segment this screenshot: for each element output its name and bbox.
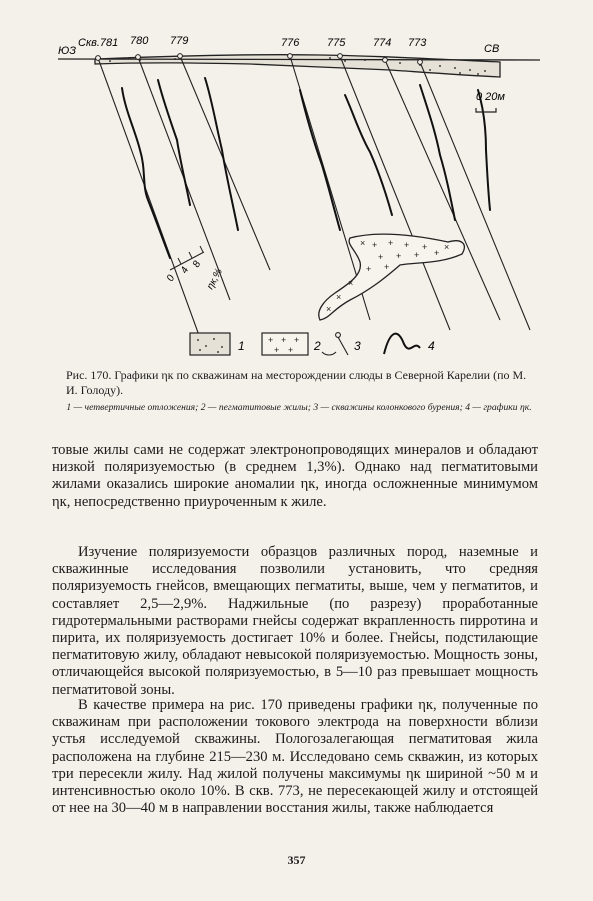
svg-text:+: + [378,252,384,262]
figure-170 [0,0,593,365]
graph-axis [165,246,225,291]
svg-text:4: 4 [428,339,435,353]
graph-781 [122,88,170,258]
borehole-773 [420,62,530,330]
svg-text:+: + [372,240,378,250]
well-label: 773 [408,37,427,49]
svg-text:×: × [336,292,342,302]
svg-text:+: + [268,335,274,345]
axis-tick-label: 8 [190,259,204,270]
graph-780 [158,80,190,205]
caption-legend: 1 — четвертичные отложения; 2 — пегматитовые жилы; 3 — скважины колонкового бурения; 4 — графики ηк. [66,402,532,413]
svg-text:+: + [422,242,428,252]
svg-text:+: + [281,335,287,345]
scale-bar [476,91,505,112]
page-number: 357 [287,853,306,867]
paragraph-1: товые жилы сами не содержат электронопроводящих минералов и обладают низкой поляризуемостью (в среднем 1,3%). Однако над пегматитовыми жилами оказались широкие аномалии ηк, иногда осложненные минимумом ηк, непосредственно приуроченным к жиле. [52,442,538,510]
svg-text:+: + [274,345,280,355]
direction-label-ne: СВ [484,43,500,55]
figure-caption [60,368,538,398]
svg-text:0 20м: 0 20м [476,91,505,103]
borehole-781 [98,58,200,338]
well-label: 780 [130,35,149,47]
well-label: Скв.781 [78,37,119,49]
svg-text:+: + [404,240,410,250]
svg-text:×: × [326,304,332,314]
axis-unit-label: ηк,% [204,266,225,292]
graph-775 [345,95,392,215]
svg-text:+: + [294,335,300,345]
svg-text:+: + [396,251,402,261]
caption-title: Рис. 170. Графики ηк по скважинам на месторождении слюды в Северной Карелии (по М. И. Голоду). [66,368,527,397]
graph-773 [478,90,490,210]
legend-quaternary-swatch [190,333,230,355]
direction-label-sw: ЮЗ [58,45,76,57]
svg-text:+: + [414,250,420,260]
legend-borehole-icon [322,333,348,355]
legend-graph-icon [384,334,420,354]
svg-text:+: + [384,262,390,272]
figure-legend [190,333,435,355]
eta-k-graphs [122,78,490,258]
svg-text:×: × [360,238,366,248]
svg-text:+: + [388,238,394,248]
svg-text:3: 3 [354,339,361,353]
well-label: 779 [170,35,189,47]
svg-text:+: + [366,264,372,274]
axis-tick-label: 4 [178,265,192,276]
svg-text:×: × [348,278,354,288]
paragraph-3: В качестве примера на рис. 170 приведены графики ηк, полученные по скважинам при расположении токового электрода на поверхности вблизи устья исследуемой скважины. Пологозалегающая пегматитовая жила расположена на глубине 215—230 м. Исследовано семь скважин, из которых три пересекли жилу. Над жилой получены максимумы ηк шириной ~50 м и интенсивностью около 10%. В скв. 773, не пересекающей жилу и отстоящей от нее на 30—40 м в направлении восстания жилы, также наблюдается [52,697,538,817]
svg-text:2: 2 [314,339,321,353]
pegmatite-vein [319,234,465,320]
well-label: 774 [373,37,392,49]
svg-text:1: 1 [238,339,245,353]
svg-text:×: × [444,242,450,252]
well-label: 776 [281,37,300,49]
graph-776 [300,90,340,230]
paragraph-2: Изучение поляризуемости образцов различных пород, наземные и скважинные исследования позволили установить, что средняя поляризуемость гнейсов, вмещающих пегматиты, выше, чем у пегматитов, и составляет 2,5—2,9%. Наджильные (по разрезу) проработанные гидротермальными растворами гнейсы содержат вкрапленность пирротина и пирита, их поляризуемость достигает 10% и более. Гнейсы, подстилающие пегматитовую жилу, обладают невысокой поляризуемостью. Мощность зоны, отличающейся высокой поляризуемостью, в 5—10 раз превышает мощность пегматитовой зоны. [52,544,538,698]
well-label: 775 [327,37,346,49]
axis-tick-label: 0 [164,273,178,284]
svg-text:+: + [288,345,294,355]
svg-text:+: + [434,248,440,258]
